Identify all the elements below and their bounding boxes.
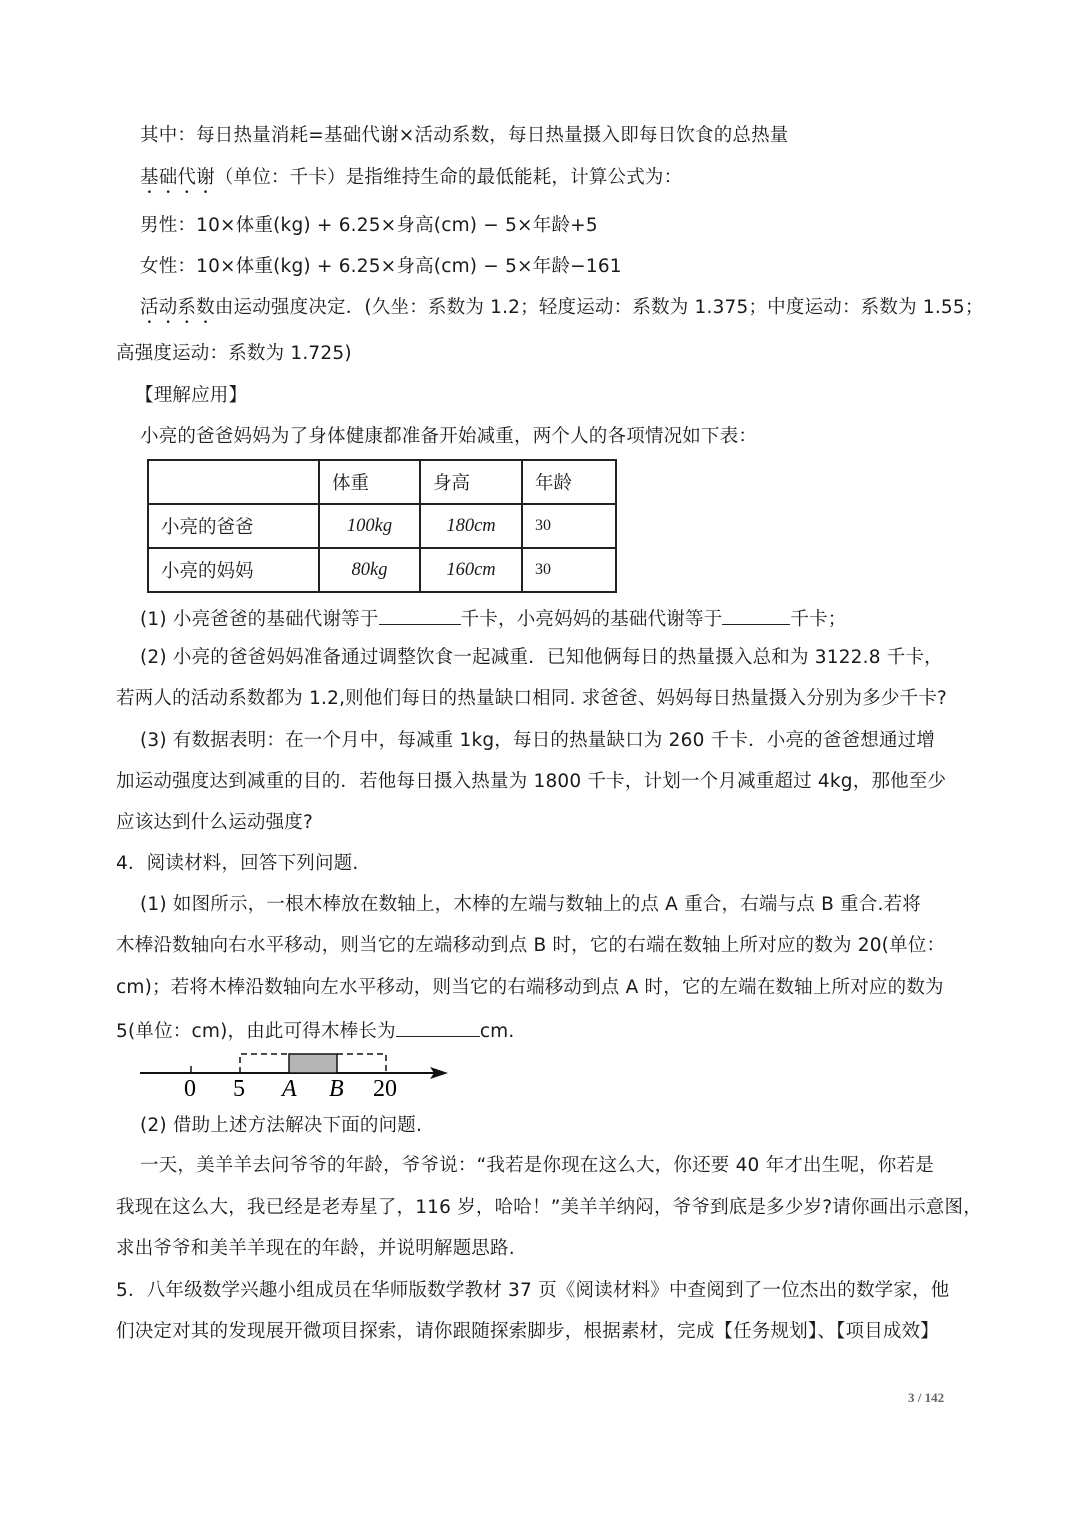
answer-blank[interactable] bbox=[722, 606, 790, 625]
table-row bbox=[148, 548, 616, 592]
text-line: 其中：每日热量消耗=基础代谢×活动系数，每日热量摄入即每日饮食的总热量 bbox=[140, 125, 789, 146]
label-B: B bbox=[329, 1076, 344, 1100]
text-line bbox=[116, 1018, 515, 1044]
table-cell: 100kg bbox=[319, 504, 420, 548]
text-line: 高强度运动：系数为 1.725) bbox=[116, 343, 352, 364]
answer-blank[interactable] bbox=[396, 1018, 480, 1037]
text-line: 们决定对其的发现展开微项目探索，请你跟随探索脚步，根据素材，完成【任务规划】、【项目成效】 bbox=[116, 1321, 940, 1342]
table-cell: 160cm bbox=[420, 548, 522, 592]
table-cell bbox=[148, 460, 319, 504]
answer-blank[interactable] bbox=[379, 606, 461, 625]
formula-male: 男性：10×体重(kg) + 6.25×身高(cm) − 5×年龄+5 bbox=[140, 215, 598, 236]
text-line: 木棒沿数轴向右水平移动，则当它的左端移动到点 B 时，它的右端在数轴上所对应的数为 20(单位： bbox=[116, 935, 946, 956]
text: (1) 小亮爸爸的基础代谢等于 bbox=[140, 609, 379, 630]
text-line: 求出爷爷和美羊羊现在的年龄，并说明解题思路. bbox=[116, 1238, 515, 1259]
text: 由运动强度决定．(久坐：系数为 1.2；轻度运动：系数为 1.375；中度运动：系数为 1.55； bbox=[214, 297, 984, 318]
text-line: (2) 借助上述方法解决下面的问题. bbox=[140, 1115, 423, 1136]
table-cell: 80kg bbox=[319, 548, 420, 592]
data-table bbox=[147, 459, 617, 593]
table-cell: 30 bbox=[522, 548, 616, 592]
emphasis-term: 基础代谢 bbox=[140, 167, 215, 188]
text-line: 应该达到什么运动强度? bbox=[116, 812, 314, 833]
text-line: (3) 有数据表明：在一个月中，每减重 1kg，每日的热量缺口为 260 千卡．小亮的爸爸想通过增 bbox=[140, 730, 936, 751]
question-1 bbox=[140, 606, 847, 632]
text: （单位：千卡）是指维持生命的最低能耗，计算公式为： bbox=[214, 167, 683, 188]
text-line bbox=[140, 296, 984, 328]
table-cell: 180cm bbox=[420, 504, 522, 548]
text: cm. bbox=[479, 1021, 515, 1042]
label-A: A bbox=[282, 1076, 297, 1100]
table-cell: 身高 bbox=[420, 460, 522, 504]
text-line: (1) 如图所示，一根木棒放在数轴上，木棒的左端与数轴上的点 A 重合，右端与点 B 重合.若将 bbox=[140, 894, 921, 915]
problem-heading: 5．八年级数学兴趣小组成员在华师版数学教材 37 页《阅读材料》中查阅到了一位杰出的数学家，他 bbox=[116, 1280, 950, 1301]
table-row bbox=[148, 504, 616, 548]
text-line: 我现在这么大，我已经是老寿星了，116 岁，哈哈！”美羊羊纳闷，爷爷到底是多少岁?请你画出示意图， bbox=[116, 1197, 982, 1218]
label-20: 20 bbox=[373, 1076, 397, 1100]
text: 5(单位：cm)，由此可得木棒长为 bbox=[116, 1021, 396, 1042]
text-line: 一天，美羊羊去问爷爷的年龄，爷爷说：“我若是你现在这么大，你还要 40 年才出生呢，你若是 bbox=[140, 1155, 934, 1176]
emphasis-term: 活动系数 bbox=[140, 297, 215, 318]
text-line: 加运动强度达到减重的目的．若他每日摄入热量为 1800 千卡，计划一个月减重超过 4kg，那他至少 bbox=[116, 771, 947, 792]
text: 千卡； bbox=[790, 609, 847, 630]
text: 千卡，小亮妈妈的基础代谢等于 bbox=[460, 609, 723, 630]
table-header-row bbox=[148, 460, 616, 504]
table-cell: 30 bbox=[522, 504, 616, 548]
text-line bbox=[140, 166, 682, 198]
stick-rect bbox=[289, 1054, 337, 1073]
problem-heading: 4．阅读材料，回答下列问题. bbox=[116, 853, 359, 874]
section-heading: 【理解应用】 bbox=[135, 385, 248, 406]
text-line: 若两人的活动系数都为 1.2,则他们每日的热量缺口相同. 求爸爸、妈妈每日热量摄入分别为多少千卡? bbox=[116, 688, 948, 709]
page-number: 3 / 142 bbox=[908, 1390, 945, 1405]
text-line: cm)；若将木棒沿数轴向左水平移动，则当它的右端移动到点 A 时，它的左端在数轴上所对应的数为 bbox=[116, 977, 944, 998]
table-cell: 小亮的爸爸 bbox=[148, 504, 319, 548]
formula-female: 女性：10×体重(kg) + 6.25×身高(cm) − 5×年龄−161 bbox=[140, 256, 622, 277]
table-cell: 体重 bbox=[319, 460, 420, 504]
text-line: (2) 小亮的爸爸妈妈准备通过调整饮食一起减重．已知他俩每日的热量摄入总和为 3122.8 千卡， bbox=[140, 647, 943, 668]
text-line: 小亮的爸爸妈妈为了身体健康都准备开始减重，两个人的各项情况如下表： bbox=[140, 426, 758, 447]
table-cell: 小亮的妈妈 bbox=[148, 548, 319, 592]
label-0: 0 bbox=[184, 1076, 196, 1100]
label-5: 5 bbox=[233, 1076, 245, 1100]
number-line-diagram bbox=[130, 1048, 460, 1100]
table-cell: 年龄 bbox=[522, 460, 616, 504]
